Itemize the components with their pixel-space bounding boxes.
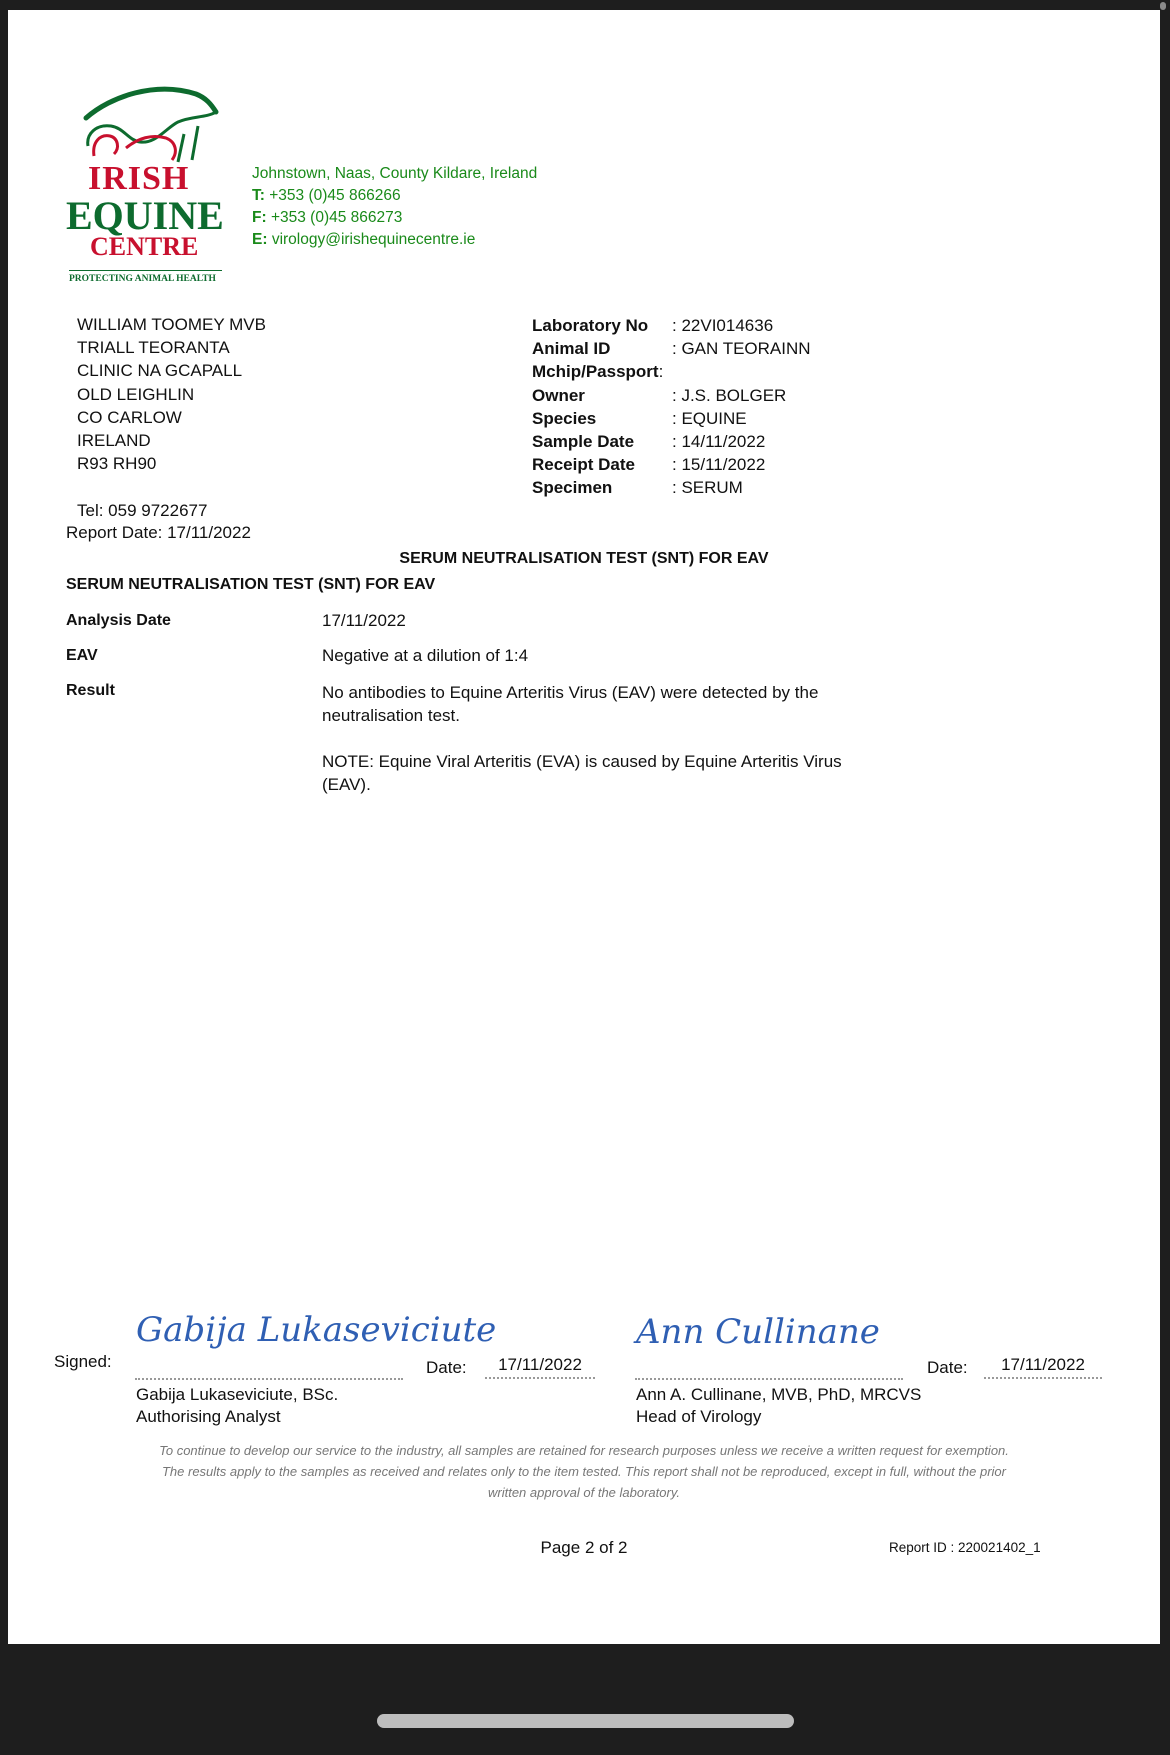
disclaimer-line: To continue to develop our service to the industry, all samples are retained for research purposes unless we receive a written request for exemption. [159,1443,1009,1458]
signatory-2 [636,1384,921,1428]
date-value-2: 17/11/2022 [984,1355,1102,1379]
analysis-date-label: Analysis Date [66,612,171,629]
detail-row [532,314,811,337]
horse-logo-icon [66,76,226,166]
detail-row [532,384,811,407]
phone-label: T: [252,187,265,204]
detail-label: Specimen [532,478,613,498]
recipient-line: CO CARLOW [77,407,182,427]
logo-line2: EQUINE [66,193,224,238]
signed-label: Signed: [54,1352,112,1371]
recipient-tel: Tel: 059 9722677 [77,501,208,520]
recipient-line: CLINIC NA GCAPALL [77,361,243,381]
date-label-1: Date: [426,1358,467,1377]
detail-label: Laboratory No [532,316,649,335]
detail-label: Sample Date [532,432,635,452]
detail-value: : [658,362,664,382]
test-section-title: SERUM NEUTRALISATION TEST (SNT) FOR EAV [66,576,436,593]
detail-label: Animal ID [532,339,611,359]
logo-line1: IRISH [88,160,190,197]
lab-email [252,231,475,249]
detail-row [532,360,811,383]
eav-label: EAV [66,647,98,664]
detail-label: Owner [532,385,585,405]
test-center-title: SERUM NEUTRALISATION TEST (SNT) FOR EAV [399,550,769,567]
lab-logo [66,76,226,296]
signatory-2-name: Ann A. Cullinane, MVB, PhD, MRCVS [636,1385,922,1404]
recipient-line: IRELAND [77,431,151,451]
top-bar [0,0,1170,10]
detail-row [532,430,811,453]
detail-row [532,337,811,360]
disclaimer-line: written approval of the laboratory. [488,1485,680,1500]
detail-label: Mchip/Passport [532,362,659,382]
detail-value: : 15/11/2022 [672,455,766,475]
fax-label: F: [252,209,267,226]
signatory-1-role: Authorising Analyst [136,1407,281,1426]
detail-value: : J.S. BOLGER [672,385,787,405]
detail-label: Receipt Date [532,455,635,475]
email-label: E: [252,231,268,248]
result-text [322,681,842,796]
detail-value: : 22VI014636 [672,316,774,335]
logo-tagline: PROTECTING ANIMAL HEALTH [69,270,222,284]
signatory-1 [136,1384,338,1428]
detail-value: : SERUM [672,478,743,498]
result-label: Result [66,682,115,699]
lab-phone [252,187,401,205]
detail-row [532,476,811,499]
home-indicator[interactable] [377,1714,794,1728]
lab-fax [252,209,402,227]
phone-value: +353 (0)45 866266 [269,187,401,204]
signature-1: Gabija Lukaseviciute [136,1310,497,1350]
signature-line-2 [635,1368,903,1380]
analysis-date-value: 17/11/2022 [322,611,406,630]
document-page [8,10,1160,1644]
detail-row [532,453,811,476]
result-line: neutralisation test. [322,706,460,725]
date-value-1: 17/11/2022 [485,1355,595,1379]
sample-details [532,314,811,500]
date-label-2: Date: [927,1358,968,1377]
logo-line3: CENTRE [90,232,199,261]
result-line: No antibodies to Equine Arteritis Virus (EAV) were detected by the [322,683,819,702]
recipient-line: OLD LEIGHLIN [77,384,195,404]
fax-value: +353 (0)45 866273 [270,209,403,226]
report-id: Report ID : 220021402_1 [889,1540,1041,1555]
signature-line-1 [135,1368,403,1380]
signatory-1-name: Gabija Lukaseviciute, BSc. [136,1385,339,1404]
lab-address: Johnstown, Naas, County Kildare, Ireland [252,165,538,182]
detail-value: : GAN TEORAINN [672,339,811,359]
detail-label: Species [532,408,597,428]
disclaimer-line: The results apply to the samples as received and relates only to the item tested. This report shall not be reproduced, except in full, without the prior [161,1464,1006,1479]
signatory-2-role: Head of Virology [636,1407,762,1426]
scroll-thumb[interactable] [1160,2,1166,10]
detail-value: : 14/11/2022 [672,432,766,452]
note-line: (EAV). [322,775,371,794]
signature-2: Ann Cullinane [636,1312,880,1352]
detail-row [532,407,811,430]
recipient-address [77,313,266,475]
recipient-line: WILLIAM TOOMEY MVB [77,315,266,334]
page-number: Page 2 of 2 [540,1538,628,1557]
note-line: NOTE: Equine Viral Arteritis (EVA) is caused by Equine Arteritis Virus [322,752,842,771]
recipient-line: R93 RH90 [77,454,157,474]
disclaimer [8,1440,1160,1503]
eav-value: Negative at a dilution of 1:4 [322,646,529,665]
report-date: Report Date: 17/11/2022 [66,523,251,542]
recipient-line: TRIALL TEORANTA [77,338,230,358]
email-value: virology@irishequinecentre.ie [271,231,476,248]
detail-value: : EQUINE [672,408,747,428]
